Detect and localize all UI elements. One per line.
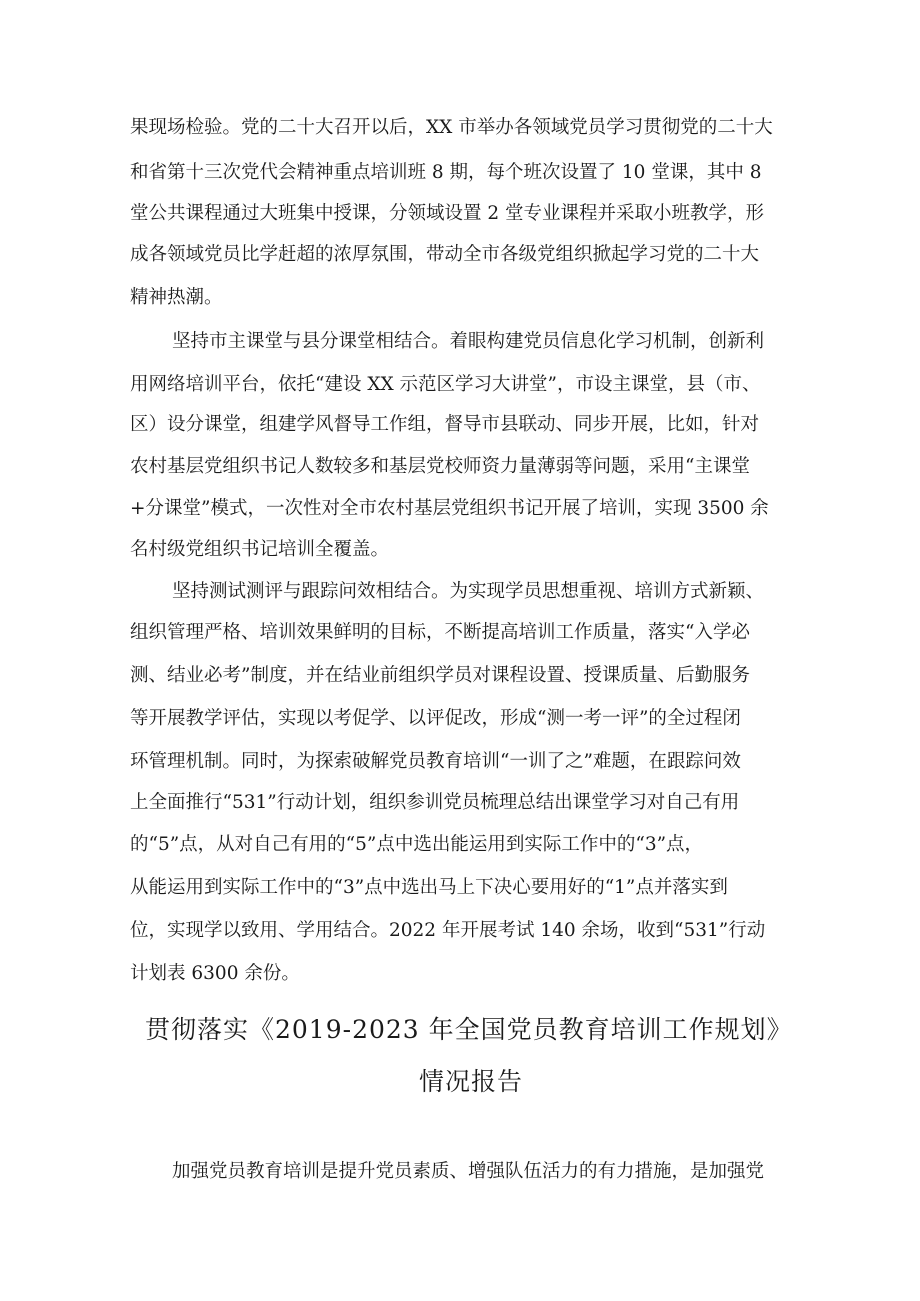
report-title-line-1: 贯彻落实《2019-2023 年全国党员教育培训工作规划》 [145, 1015, 793, 1044]
paragraph-3-line-2: 组织管理严格、培训效果鲜明的目标，不断提高培训工作质量，落实“入学必 [130, 622, 750, 643]
report-title-line-2: 情况报告 [419, 1067, 524, 1096]
paragraph-2-line-1: 坚持市主课堂与县分课堂相结合。着眼构建党员信息化学习机制，创新利 [172, 331, 765, 352]
paragraph-3-line-10: 计划表 6300 余份。 [130, 963, 300, 984]
paragraph-2-line-4: 农村基层党组织书记人数较多和基层党校师资力量薄弱等问题，采用“主课堂 [130, 456, 750, 477]
paragraph-1-line-5: 精神热潮。 [130, 287, 223, 308]
paragraph-1-line-3: 堂公共课程通过大班集中授课，分领域设置 2 堂专业课程并采取小班教学，形 [130, 203, 765, 224]
paragraph-3-line-6: 上全面推行“531”行动计划，组织参训党员梳理总结出课堂学习对自己有用 [130, 792, 740, 813]
paragraph-2-line-2: 用网络培训平台，依托“建设 XX 示范区学习大讲堂”，市设主课堂，县（市、 [130, 374, 761, 395]
intro-paragraph-line-1: 加强党员教育培训是提升党员素质、增强队伍活力的有力措施，是加强党 [172, 1161, 765, 1182]
paragraph-3-line-4: 等开展教学评估，实现以考促学、以评促改，形成“测一考一评”的全过程闭 [130, 708, 741, 729]
paragraph-2-line-6: 名村级党组织书记培训全覆盖。 [130, 539, 390, 560]
paragraph-3-line-8: 从能运用到实际工作中的“3”点中选出马上下决心要用好的“1”点并落实到 [130, 877, 728, 898]
paragraph-2-line-3: 区）设分课堂，组建学风督导工作组，督导市县联动、同步开展，比如，针对 [130, 414, 760, 435]
paragraph-1-line-2: 和省第十三次党代会精神重点培训班 8 期，每个班次设置了 10 堂课，其中 8 [130, 162, 762, 183]
paragraph-2-line-5: +分课堂”模式，一次性对全市农村基层党组织书记开展了培训，实现 3500 余 [130, 498, 769, 519]
paragraph-3-line-3: 测、结业必考”制度，并在结业前组织学员对课程设置、授课质量、后勤服务 [130, 665, 750, 686]
paragraph-3-line-7: 的“5”点，从对自己有用的“5”点中选出能运用到实际工作中的“3”点， [130, 834, 704, 855]
paragraph-3-line-5: 环管理机制。同时，为探索破解党员教育培训“一训了之”难题，在跟踪问效 [130, 751, 741, 772]
paragraph-1-line-1: 果现场检验。党的二十大召开以后，XX 市举办各领域党员学习贯彻党的二十大 [130, 117, 773, 138]
paragraph-3-line-9: 位，实现学以致用、学用结合。2022 年开展考试 140 余场，收到“531”行动 [130, 920, 766, 941]
paragraph-3-line-1: 坚持测试测评与跟踪问效相结合。为实现学员思想重视、培训方式新颖、 [172, 581, 765, 602]
paragraph-1-line-4: 成各领域党员比学赶超的浓厚氛围，带动全市各级党组织掀起学习党的二十大 [130, 244, 760, 265]
